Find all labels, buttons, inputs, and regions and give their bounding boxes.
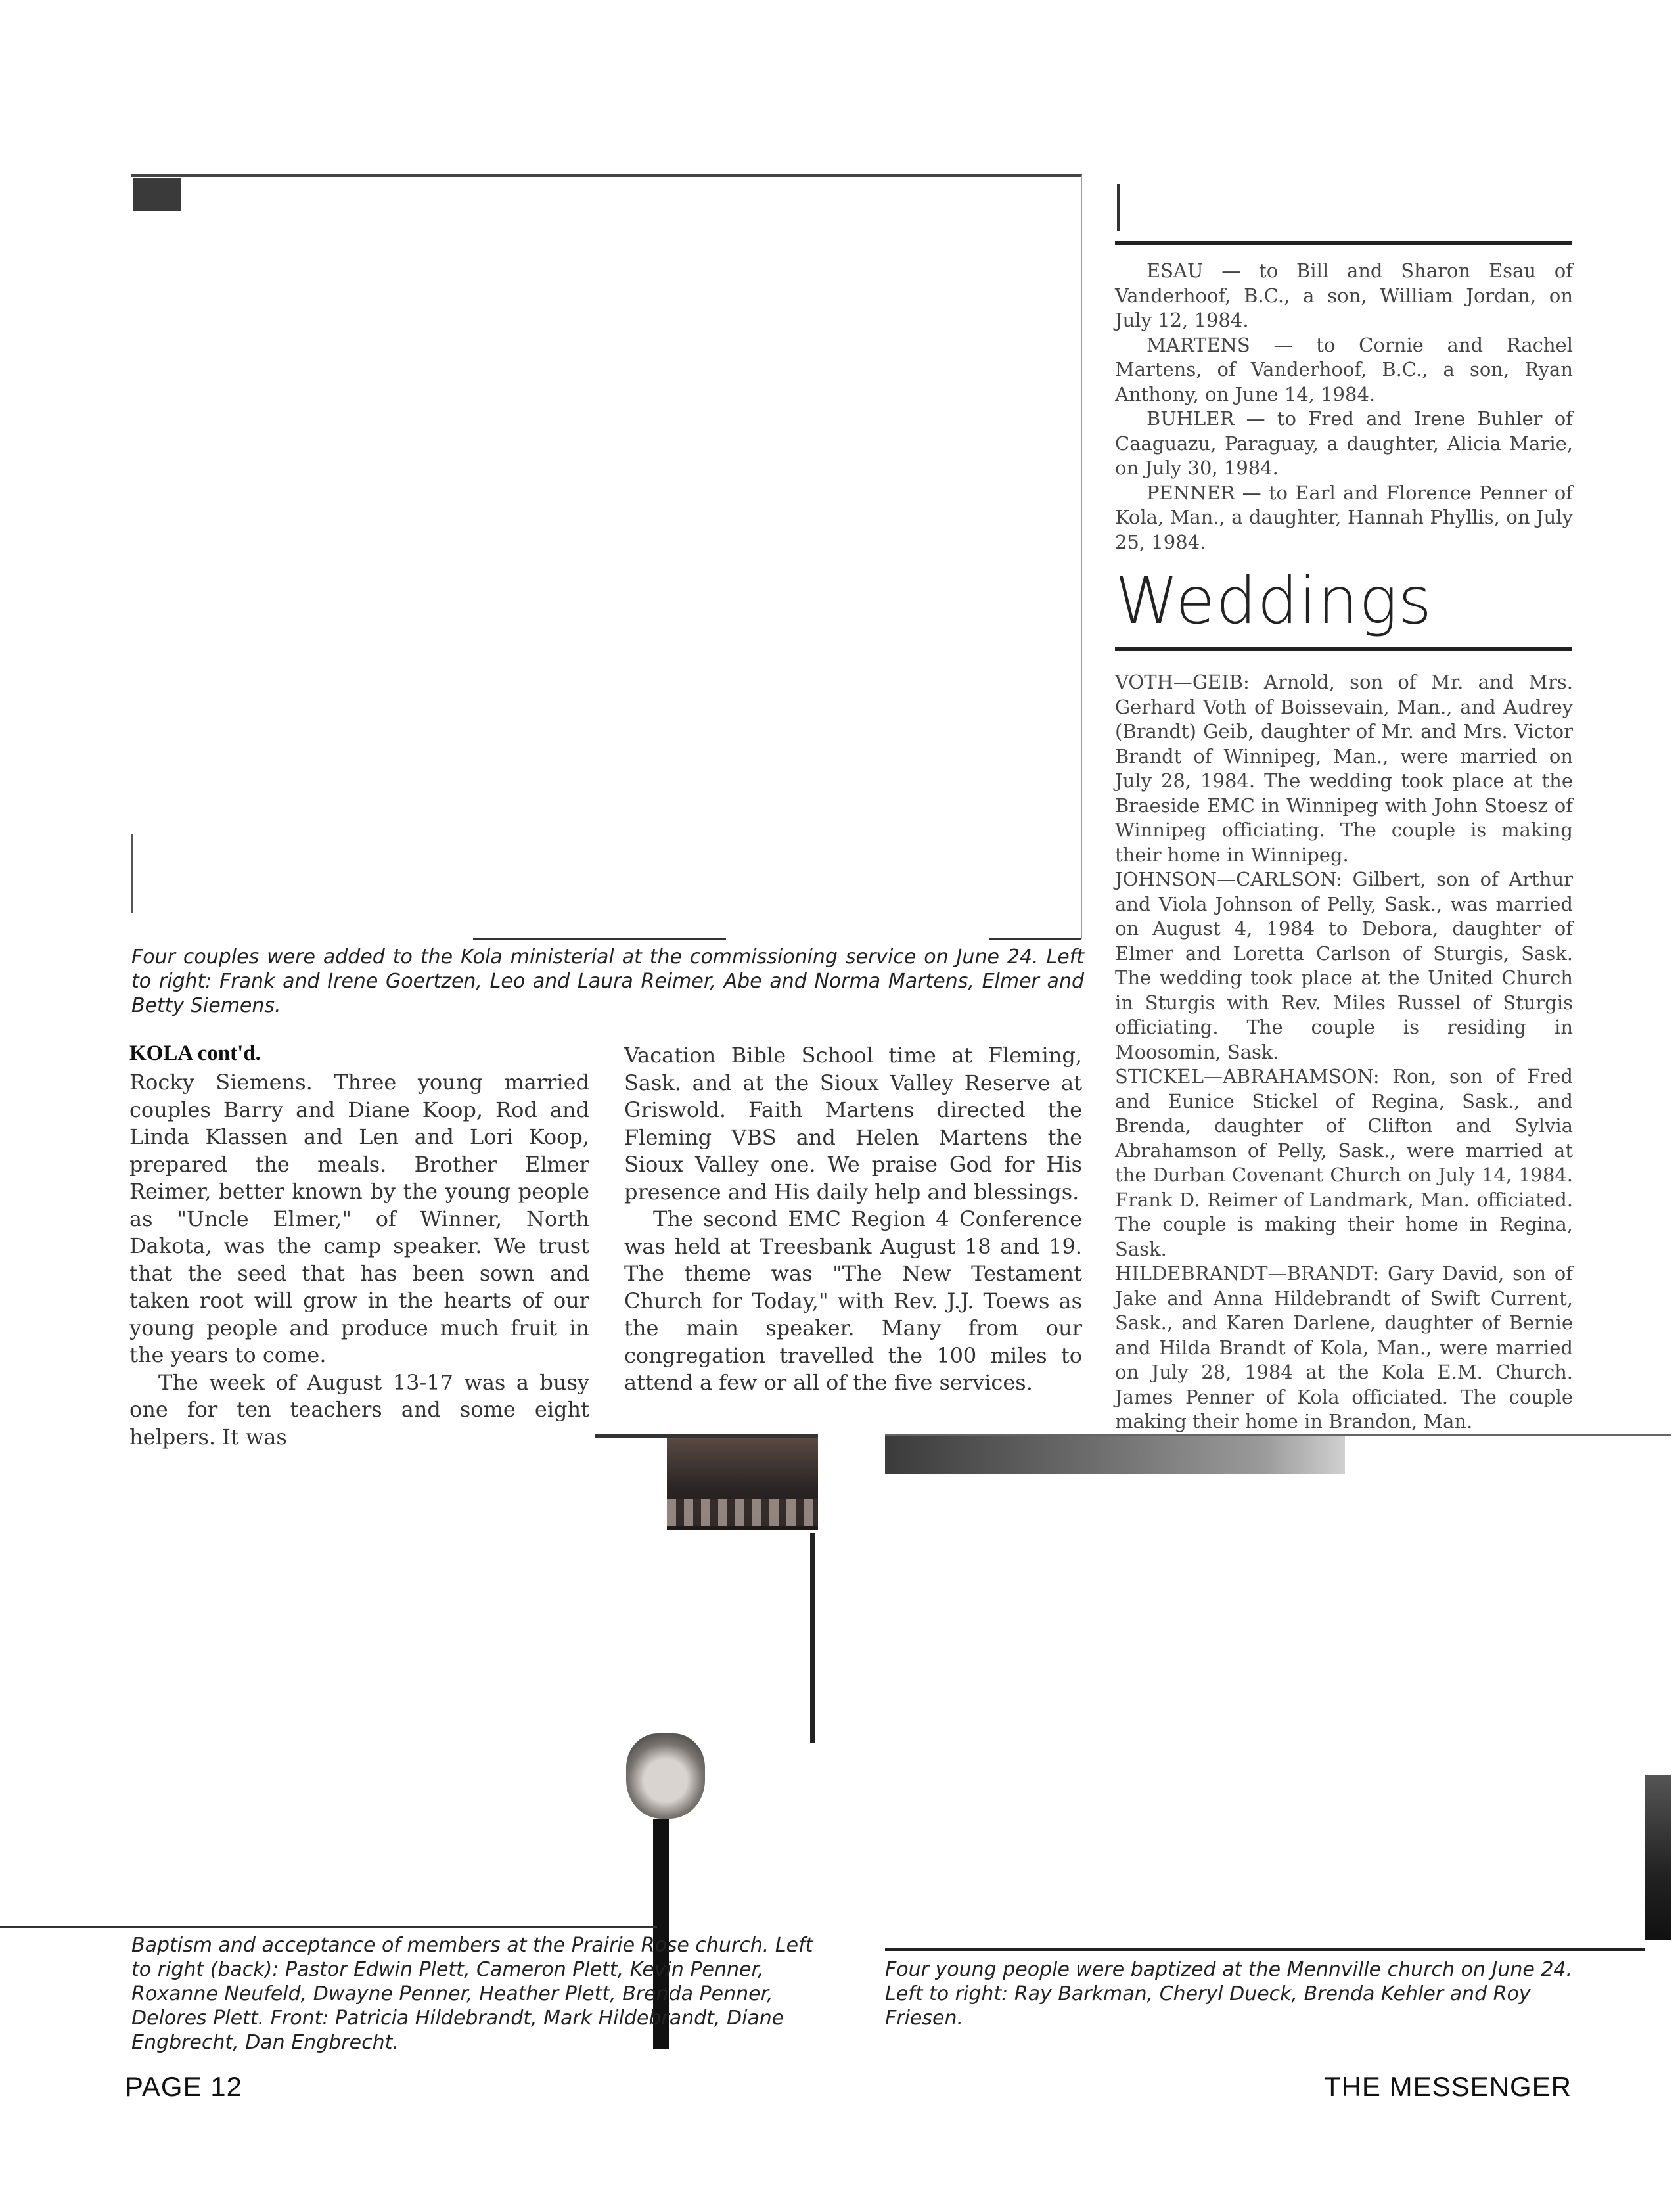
photo-right-shadow	[1645, 1775, 1671, 1940]
wedding-entry: STICKEL—ABRAHAMSON: Ron, son of Fred and Eunice Stickel of Regina, Sask., and Brenda, daughter of Clifton and Sylvia Abrahamson of Pelly, Sask., were married at the Durban Covenant Church on July 14, 1984. Frank D. Reimer of Landmark, Man. officiated. The couple is making their home in Regina, Sask.	[1115, 1065, 1573, 1260]
weddings-rule	[1115, 647, 1572, 651]
photo-bottom-edge	[0, 1926, 657, 1928]
caption-prairie-rose: Baptism and acceptance of members at the Prairie Rose church. Left to right (back): Pastor Edwin Plett, Cameron Plett, Kevin Penner, Roxanne Neufeld, Dwayne Penner, Heather Plett, Brenda Penner, Delores Plett. Front: Patricia Hildebrandt, Mark Hildebrandt, Diane Engbrecht, Dan Engbrecht.	[131, 1934, 813, 2054]
kola-paragraph: The week of August 13-17 was a busy one for ten teachers and some eight helpers. It was	[129, 1369, 589, 1450]
birth-entry: ESAU — to Bill and Sharon Esau of Vanderhoof, B.C., a son, William Jordan, on July 12, 1984.	[1115, 260, 1573, 331]
births-list	[1115, 259, 1573, 555]
birth-entry: PENNER — to Earl and Florence Penner of Kola, Man., a daughter, Hannah Phyllis, on July 25, 1984.	[1115, 481, 1573, 553]
births-rule	[1115, 241, 1572, 245]
kola-heading: KOLA cont'd.	[129, 1041, 261, 1065]
photo-mennville-baptism	[885, 1434, 1671, 1953]
kola-column-2	[624, 1042, 1082, 1397]
photo-top-fade	[1345, 1434, 1671, 1474]
caption-mennville: Four young people were baptized at the Mennville church on June 24. Left to right: Ray Barkman, Cheryl Dueck, Brenda Kehler and Roy Friesen.	[885, 1958, 1573, 2030]
birth-entry: MARTENS — to Cornie and Rachel Martens, of Vanderhoof, B.C., a son, Ryan Anthony, on June 14, 1984.	[1115, 333, 1573, 405]
photo-corner-shadow	[133, 178, 181, 211]
photo-prairie-rose-baptism	[595, 1434, 818, 1930]
kola-paragraph: Rocky Siemens. Three young married couples Barry and Diane Koop, Rod and Linda Klassen and Len and Lori Koop, prepared the meals. Brother Elmer Reimer, better known by the young people as "Uncle Elmer," of Winner, North Dakota, was the camp speaker. We trust that the seed that has been sown and taken root will grow in the hearts of our young people and produce much fruit in the years to come.	[129, 1070, 589, 1367]
header-stub	[1117, 184, 1120, 231]
kola-paragraph: The second EMC Region 4 Conference was held at Treesbank August 18 and 19. The theme was "The New Testament Church for Today," with Rev. J.J. Toews as the main speaker. Many from our congregation travelled the 100 miles to attend a few or all of the five services.	[624, 1206, 1082, 1395]
photo-top-edge	[885, 1434, 1671, 1436]
birth-entry: BUHLER — to Fred and Irene Buhler of Caaguazu, Paraguay, a daughter, Alicia Marie, on July 30, 1984.	[1115, 407, 1573, 479]
wedding-entry: VOTH—GEIB: Arnold, son of Mr. and Mrs. Gerhard Voth of Boissevain, Man., and Audrey (Brandt) Geib, daughter of Mr. and Mrs. Victor Brandt of Winnipeg, Man., were married on July 28, 1984. The wedding took place at the Braeside EMC in Winnipeg with John Stoesz of Winnipeg officiating. The couple is making their home in Winnipeg.	[1115, 671, 1573, 866]
photo-crowd-row	[667, 1499, 818, 1526]
kola-paragraph: Vacation Bible School time at Fleming, Sask. and at the Sioux Valley Reserve at Griswold. Faith Martens directed the Fleming VBS and Helen Martens the Sioux Valley one. We praise God for His presence and His daily help and blessings.	[624, 1043, 1082, 1204]
photo-kola-ministerial	[131, 174, 1082, 939]
page-number: PAGE 12	[125, 2071, 242, 2102]
births-header-fragment	[1117, 184, 1314, 237]
photo-bottom-edge	[885, 1948, 1645, 1951]
photo-edge	[131, 834, 133, 913]
photo-bottom-edge	[473, 938, 726, 940]
wedding-entry: HILDEBRANDT—BRANDT: Gary David, son of Jake and Anna Hildebrandt of Swift Current, Sask., and Karen Darlene, daughter of Bernie and Hilda Brandt of Kola, Man., were married on July 28, 1984 at the Kola E.M. Church. James Penner of Kola officiated. The couple making their home in Brandon, Man.	[1115, 1262, 1573, 1432]
caption-kola-ministerial: Four couples were added to the Kola ministerial at the commissioning service on June 24. Left to right: Frank and Irene Goertzen, Leo and Laura Reimer, Abe and Norma Martens, Elmer and Betty Siemens.	[131, 946, 1084, 1017]
photo-person-head	[626, 1733, 705, 1819]
weddings-title: Weddings	[1115, 564, 1433, 639]
publication-name: THE MESSENGER	[1323, 2071, 1572, 2102]
photo-congregation	[667, 1438, 818, 1530]
wedding-entry: JOHNSON—CARLSON: Gilbert, son of Arthur and Viola Johnson of Pelly, Sask., was married on August 4, 1984 to Debora, daughter of Elmer and Loretta Carlson of Sturgis, Sask. The wedding took place at the United Church in Sturgis with Rev. Miles Russel of Sturgis officiating. The couple is residing in Moosomin, Sask.	[1115, 868, 1573, 1063]
photo-bottom-edge	[989, 938, 1081, 940]
photo-edge	[810, 1533, 815, 1743]
kola-column-1	[129, 1069, 589, 1451]
weddings-list	[1115, 670, 1573, 1434]
